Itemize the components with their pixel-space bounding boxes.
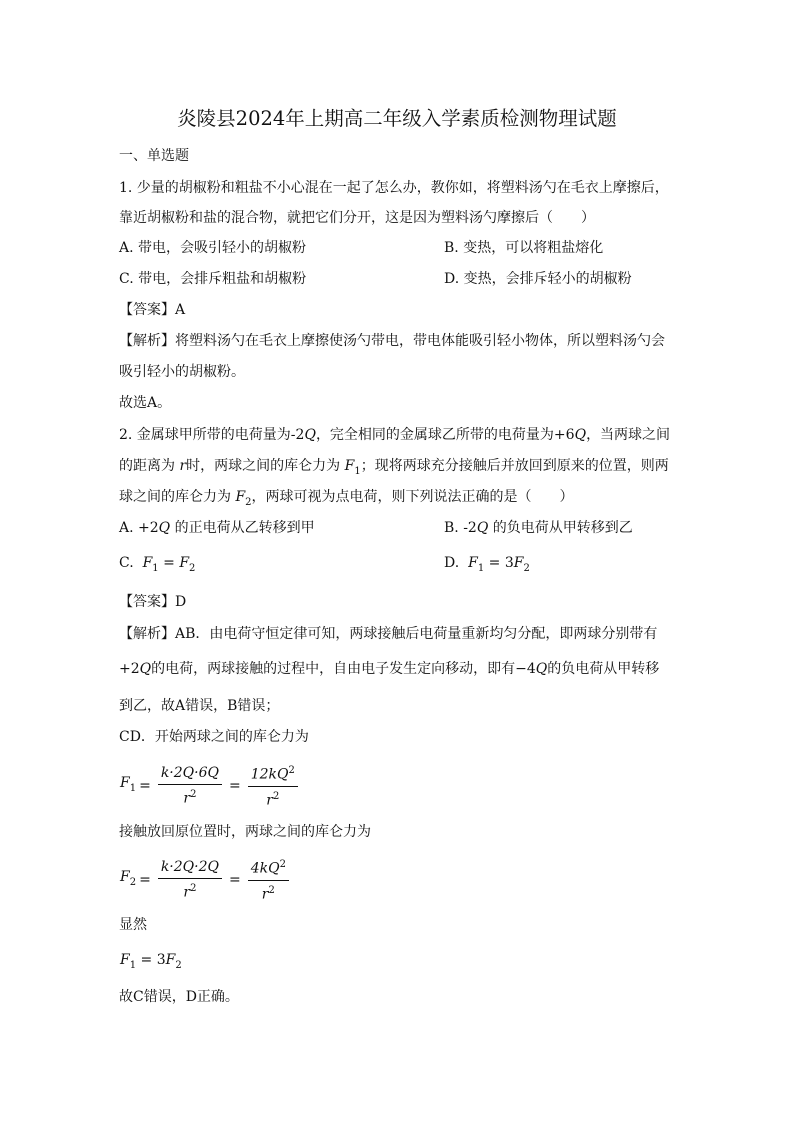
q1-stem-line2: 靠近胡椒粉和盐的混合物，就把它们分开，这是因为塑料汤勺摩擦后（ ）: [119, 210, 595, 226]
section-heading: 一、单选题: [119, 148, 189, 164]
fraction: $\frac{4kQ^2}{r^2}$: [248, 856, 289, 903]
q2-option-b: B. -2Q 的负电荷从甲转移到乙: [444, 520, 633, 536]
q2-answer: 【答案】D: [119, 594, 187, 610]
fraction: $\frac{k\cdot 2Q\cdot 6Q}{r^2}$: [158, 764, 222, 808]
q2-obvious: 显然: [119, 917, 147, 933]
page-title: 炎陵县2024年上期高二年级入学素质检测物理试题: [177, 107, 617, 130]
q2-stem-line3: 球之间的库仑力为 $F_2$，两球可视为点电荷，则下列说法正确的是（ ）: [119, 489, 574, 508]
q1-option-a: A. 带电，会吸引轻小的胡椒粉: [119, 240, 307, 256]
q2-analysis-line3: 到乙，故A错误，B错误；: [119, 698, 280, 714]
q1-analysis-line2: 吸引轻小的胡椒粉。: [119, 364, 245, 380]
q1-analysis-line1: 【解析】将塑料汤勺在毛衣上摩擦使汤勺带电，带电体能吸引轻小物体，所以塑料汤勺会: [119, 333, 665, 349]
q1-answer: 【答案】A: [119, 302, 186, 318]
q2-stem-line2: 的距离为 r时，两球之间的库仑力为 $F_1$；现将两球充分接触后并放回到原来的位置，则两: [119, 458, 669, 477]
q2-contact-line: 接触放回原位置时，两球之间的库仑力为: [119, 824, 371, 840]
q1-option-b: B. 变热，可以将粗盐熔化: [444, 240, 604, 256]
q1-stem-line1: 1. 少量的胡椒粉和粗盐不小心混在一起了怎么办，教你如，将塑料汤勺在毛衣上摩擦后，: [119, 180, 669, 196]
q2-analysis-line1: 【解析】AB．由电荷守恒定律可知，两球接触后电荷量重新均匀分配，即两球分别带有: [119, 626, 658, 642]
equation-f2: $F_2$ = $\frac{k\cdot 2Q\cdot 2Q}{r^2}$ = $\frac{4kQ^2}{r^2}$: [120, 856, 293, 903]
fraction: $\frac{k\cdot 2Q\cdot 2Q}{r^2}$: [158, 858, 222, 902]
equation-f1-eq-3f2: $F_1 = 3F_2$: [120, 952, 182, 971]
q2-analysis-line2: +2Q的电荷，两球接触的过程中，自由电子发生定向移动，即有−4Q的负电荷从甲转移: [119, 661, 660, 677]
q2-stem-line1: 2. 金属球甲所带的电荷量为-2Q，完全相同的金属球乙所带的电荷量为+6Q，当两球之间: [119, 427, 671, 443]
q2-option-a: A. +2Q 的正电荷从乙转移到甲: [119, 520, 315, 536]
q2-final: 故C错误，D正确。: [119, 989, 239, 1005]
fraction: $\frac{12kQ^2}{r^2}$: [248, 762, 298, 809]
q2-option-c: C. $F_1 = F_2$: [119, 555, 196, 574]
equation-f1: $F_1$ = $\frac{k\cdot 2Q\cdot 6Q}{r^2}$ = $\frac{12kQ^2}{r^2}$: [120, 762, 302, 809]
q1-option-d: D. 变热，会排斥轻小的胡椒粉: [444, 271, 632, 287]
q1-option-c: C. 带电，会排斥粗盐和胡椒粉: [119, 271, 307, 287]
q1-conclusion: 故选A。: [119, 395, 172, 411]
q2-cd-line: CD．开始两球之间的库仑力为: [119, 729, 309, 745]
q2-option-d: D. $F_1 = 3F_2$: [444, 555, 530, 574]
